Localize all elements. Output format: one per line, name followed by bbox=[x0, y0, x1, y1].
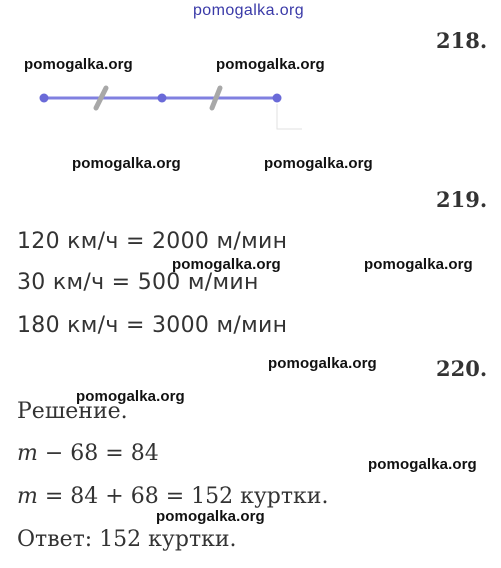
segment-point bbox=[40, 94, 49, 103]
watermark: pomogalka.org bbox=[156, 508, 265, 525]
answer-line: Ответ: 152 куртки. bbox=[17, 527, 237, 552]
math-variable: m bbox=[17, 441, 38, 466]
math-variable: m bbox=[17, 484, 38, 509]
task-number-219: 219. bbox=[436, 187, 488, 212]
watermark: pomogalka.org bbox=[216, 56, 325, 73]
watermark: pomogalka.org bbox=[264, 155, 373, 172]
watermark: pomogalka.org bbox=[268, 355, 377, 372]
equation-rest: = 84 + 68 = 152 куртки. bbox=[37, 484, 329, 509]
watermark: pomogalka.org bbox=[76, 388, 185, 405]
watermark-top: pomogalka.org bbox=[193, 2, 305, 19]
equation-rest: − 68 = 84 bbox=[37, 441, 159, 466]
watermark: pomogalka.org bbox=[368, 456, 477, 473]
watermark: pomogalka.org bbox=[72, 155, 181, 172]
watermark: pomogalka.org bbox=[172, 256, 281, 273]
equation-line bbox=[17, 441, 159, 466]
speed-conversion-line: 30 км/ч = 500 м/мин bbox=[17, 270, 259, 295]
faint-corner-mark bbox=[277, 104, 302, 129]
watermark: pomogalka.org bbox=[364, 256, 473, 273]
solution-heading: Решение. bbox=[17, 399, 128, 424]
speed-conversion-line: 120 км/ч = 2000 м/мин bbox=[17, 229, 288, 254]
segment-point bbox=[158, 94, 167, 103]
task-number-218: 218. bbox=[436, 28, 488, 53]
speed-conversion-line: 180 км/ч = 3000 м/мин bbox=[17, 313, 288, 338]
watermark: pomogalka.org bbox=[24, 56, 133, 73]
equation-line bbox=[17, 484, 328, 509]
task-number-220: 220. bbox=[436, 356, 488, 381]
segment-point bbox=[273, 94, 282, 103]
